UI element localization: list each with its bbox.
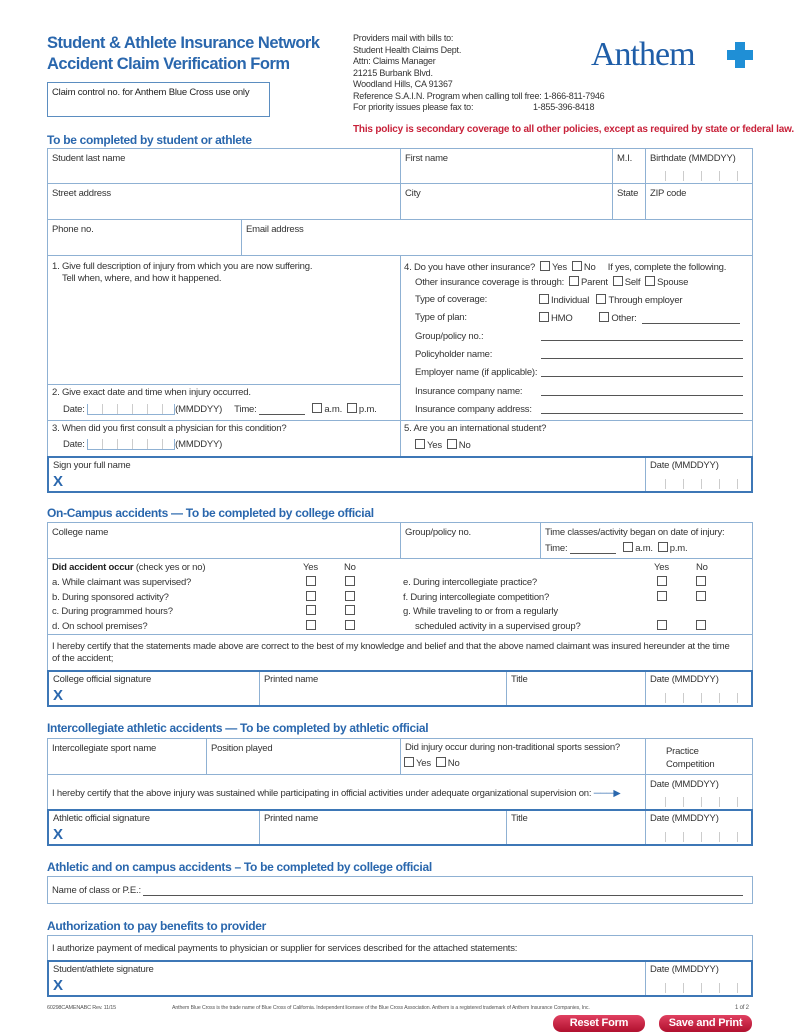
- field-label: Position played: [211, 743, 273, 754]
- spouse-label: Spouse: [657, 277, 689, 288]
- physician-date-input[interactable]: [87, 439, 175, 450]
- did-occur-bold: Did accident occur: [52, 562, 134, 573]
- student-signature-field[interactable]: [49, 458, 646, 491]
- e-yes-checkbox[interactable]: [657, 576, 667, 586]
- spouse-checkbox[interactable]: [645, 276, 655, 286]
- am-checkbox[interactable]: [312, 403, 322, 413]
- through-employer-checkbox[interactable]: [596, 294, 606, 304]
- section-heading-student: To be completed by student or athlete: [47, 133, 252, 147]
- d-yes-checkbox[interactable]: [306, 620, 316, 630]
- parent-label: Parent: [581, 277, 608, 288]
- section-heading-intercollegiate: Intercollegiate athletic accidents — To be completed by athletic official: [47, 721, 429, 735]
- group-policy-label: Group/policy no.:: [415, 331, 484, 342]
- zip-field[interactable]: [645, 183, 753, 220]
- q4-other-insurance: [400, 255, 753, 421]
- page-number: 1 of 2: [735, 1005, 749, 1011]
- right-questions: [403, 576, 581, 634]
- signature-x: X: [53, 473, 63, 490]
- injury-time-input[interactable]: [259, 405, 305, 415]
- certify-line: of the accident;: [52, 653, 114, 664]
- field-label: Printed name: [264, 813, 319, 824]
- time-began-input[interactable]: [570, 544, 616, 554]
- date-format: (MMDDYY): [175, 404, 223, 415]
- field-label: Group/policy no.: [405, 527, 471, 538]
- other-plan-checkbox[interactable]: [599, 312, 609, 322]
- practice-competition-field[interactable]: [645, 738, 753, 775]
- c-yes-checkbox[interactable]: [306, 605, 316, 615]
- self-label: Self: [624, 277, 641, 288]
- field-label: Student last name: [52, 153, 126, 164]
- left-yes-column: [306, 576, 318, 634]
- time-label: Time:: [545, 543, 568, 554]
- athletic-certification: [47, 774, 646, 810]
- no-header: No: [696, 562, 708, 573]
- q5-options: [415, 439, 471, 451]
- student-athlete-signature-field[interactable]: [49, 962, 646, 995]
- q2-label: 2. Give exact date and time when injury occurred.: [52, 387, 251, 398]
- yes-header: Yes: [303, 562, 318, 573]
- q3-physician-date: [47, 420, 401, 457]
- q3-label: 3. When did you first consult a physician for this condition?: [52, 423, 287, 434]
- employer-name-input[interactable]: [541, 367, 743, 377]
- employer-label: Through employer: [608, 295, 683, 306]
- field-label: State: [617, 188, 639, 199]
- college-official-signature-field[interactable]: [49, 672, 260, 705]
- policyholder-label: Policyholder name:: [415, 349, 493, 360]
- field-label: City: [405, 188, 421, 199]
- field-label: Date (MMDDYY): [650, 779, 719, 790]
- certify-line: I hereby certify that the statements made above are correct to the best of my knowledge and belief and that the above named claimant was insured hereunder at the time: [52, 641, 730, 652]
- ref-label: Reference S.A.I.N. Program when calling toll free:: [353, 90, 542, 101]
- a-no-checkbox[interactable]: [345, 576, 355, 586]
- am-checkbox[interactable]: [623, 542, 633, 552]
- birthdate-field[interactable]: [645, 148, 753, 184]
- employer-name-label: Employer name (if applicable):: [415, 367, 538, 378]
- athletic-cert-date-field[interactable]: [645, 774, 753, 810]
- college-certification: [47, 634, 753, 671]
- form-title: [47, 33, 320, 75]
- class-name-line: [52, 885, 743, 896]
- signature-x: X: [53, 687, 63, 704]
- arrow-right-icon: ───▶: [593, 788, 621, 799]
- no-header: No: [344, 562, 356, 573]
- field-label: Street address: [52, 188, 111, 199]
- college-printed-name-field[interactable]: [260, 672, 507, 705]
- pm-checkbox[interactable]: [347, 403, 357, 413]
- signature-x: X: [53, 977, 63, 994]
- coverage-options: [539, 294, 682, 306]
- time-began-field: [540, 522, 753, 559]
- parent-checkbox[interactable]: [569, 276, 579, 286]
- section-heading-authorization: Authorization to pay benefits to provider: [47, 919, 267, 933]
- field-label: Intercollegiate sport name: [52, 743, 157, 754]
- through-label: Other insurance coverage is through:: [415, 277, 565, 288]
- right-no-column: [696, 576, 708, 634]
- right-yes-column: [657, 576, 669, 634]
- authorization-text: I authorize payment of medical payments to physician or supplier for services described for the attached statements:: [52, 943, 518, 954]
- individual-checkbox[interactable]: [539, 294, 549, 304]
- field-label: Did injury occur during non-traditional sports session?: [405, 742, 621, 753]
- left-no-column: [345, 576, 357, 634]
- yes-label: Yes: [427, 440, 442, 451]
- field-label: Title: [511, 674, 528, 685]
- field-label: First name: [405, 153, 448, 164]
- yes-header: Yes: [654, 562, 669, 573]
- first-name-field[interactable]: [400, 148, 613, 184]
- question-g: g. While traveling to or from a regularly: [403, 606, 558, 617]
- left-questions: [52, 576, 191, 634]
- field-label: Date (MMDDYY): [650, 460, 719, 471]
- college-signature-row: [47, 670, 753, 707]
- date-label: Date:: [63, 404, 85, 415]
- authorization-statement: [47, 935, 753, 961]
- question-e: e. During intercollegiate practice?: [403, 577, 537, 588]
- c-no-checkbox[interactable]: [345, 605, 355, 615]
- field-label: Student/athlete signature: [53, 964, 154, 975]
- insurance-company-address-label: Insurance company address:: [415, 404, 532, 415]
- athletic-title-field[interactable]: [507, 811, 646, 844]
- b-yes-checkbox[interactable]: [306, 591, 316, 601]
- time-label: Time:: [234, 404, 257, 415]
- athletic-printed-name-field[interactable]: [260, 811, 507, 844]
- field-label: Date (MMDDYY): [650, 674, 719, 685]
- injury-date-input[interactable]: [87, 404, 175, 415]
- title-line-1: Student & Athlete Insurance Network: [47, 34, 320, 52]
- student-signature-date[interactable]: [646, 458, 751, 491]
- no-label: No: [447, 758, 460, 769]
- section-heading-on-campus: On-Campus accidents — To be completed by college official: [47, 506, 374, 520]
- save-and-print-button[interactable]: Save and Print: [659, 1015, 752, 1032]
- mi-field[interactable]: [612, 148, 646, 184]
- group-policy-input[interactable]: [541, 331, 743, 341]
- question-c: c. During programmed hours?: [52, 606, 173, 617]
- reset-form-button[interactable]: Reset Form: [553, 1015, 645, 1032]
- insurance-company-name-label: Insurance company name:: [415, 386, 523, 397]
- q1-line: 1. Give full description of injury from which you are now suffering.: [52, 261, 313, 272]
- field-label: Title: [511, 813, 528, 824]
- state-field[interactable]: [612, 183, 646, 220]
- claim-control-box[interactable]: [47, 82, 270, 117]
- college-name-field[interactable]: [47, 522, 401, 559]
- field-label: Athletic official signature: [53, 813, 150, 824]
- form-code: 60298CAMENABC Rev. 11/15: [47, 1005, 116, 1011]
- student-signature-row: [47, 456, 753, 493]
- nontrad-yes-checkbox[interactable]: [404, 757, 414, 767]
- signature-x: X: [53, 826, 63, 843]
- am-label: a.m.: [635, 543, 653, 554]
- position-played-field[interactable]: [206, 738, 401, 775]
- secondary-coverage-notice: This policy is secondary coverage to all other policies, except as required by state or federal law.: [353, 124, 794, 135]
- legal-text: Anthem Blue Cross is the trade name of Blue Cross of California. Independent licensee of the Blue Cross Association. Anthem is a registered trademark of Anthem Insurance Companies, Inc.: [172, 1005, 590, 1011]
- field-label: Birthdate (MMDDYY): [650, 153, 736, 164]
- field-label: M.I.: [617, 153, 633, 164]
- practice-label: Practice: [666, 746, 699, 757]
- q1-label: [52, 261, 312, 285]
- field-label: Phone no.: [52, 224, 94, 235]
- athletic-certify-text: I hereby certify that the above injury was sustained while participating in official activities under adequate organizational supervision on:: [52, 788, 592, 799]
- plan-type-label: Type of plan:: [415, 312, 467, 323]
- coverage-type-label: Type of coverage:: [415, 294, 488, 305]
- certify-text: [52, 641, 730, 665]
- yes-label: Yes: [552, 262, 567, 273]
- q4-yes-checkbox[interactable]: [540, 261, 550, 271]
- q4-instruction: If yes, complete the following.: [607, 262, 727, 273]
- authorization-signature-row: [47, 960, 753, 997]
- plan-options: [539, 312, 740, 324]
- policyholder-input[interactable]: [541, 349, 743, 359]
- student-last-name-field[interactable]: [47, 148, 401, 184]
- street-address-field[interactable]: [47, 183, 401, 220]
- mailing-info: [353, 33, 605, 114]
- mail-line: 21215 Burbank Blvd.: [353, 67, 433, 78]
- competition-label: Competition: [666, 759, 715, 770]
- g-no-checkbox[interactable]: [696, 620, 706, 630]
- field-label: Sign your full name: [53, 460, 131, 471]
- f-yes-checkbox[interactable]: [657, 591, 667, 601]
- ref-phone: 1-866-811-7946: [543, 90, 605, 101]
- question-b: b. During sponsored activity?: [52, 591, 169, 603]
- athletic-official-signature-field[interactable]: [49, 811, 260, 844]
- anthem-logo: Anthem: [591, 36, 695, 73]
- q2-inputs: [63, 403, 377, 415]
- individual-label: Individual: [551, 295, 590, 306]
- field-label: College official signature: [53, 674, 152, 685]
- phone-field[interactable]: [47, 219, 242, 256]
- hmo-label: HMO: [551, 313, 573, 324]
- section-heading-athletic-campus: Athletic and on campus accidents – To be completed by college official: [47, 860, 432, 874]
- mail-line: Providers mail with bills to:: [353, 33, 454, 43]
- q4-label: 4. Do you have other insurance?: [404, 262, 536, 273]
- blue-cross-icon: [727, 42, 753, 68]
- college-date-field[interactable]: [646, 672, 751, 705]
- pm-label: p.m.: [358, 404, 377, 415]
- pm-checkbox[interactable]: [658, 542, 668, 552]
- class-name-input[interactable]: [143, 886, 743, 896]
- mail-line: Student Health Claims Dept.: [353, 44, 462, 55]
- nontrad-no-checkbox[interactable]: [436, 757, 446, 767]
- field-label: College name: [52, 527, 109, 538]
- a-yes-checkbox[interactable]: [306, 576, 316, 586]
- question-d: d. On school premises?: [52, 620, 148, 632]
- athletic-certify-line: [52, 788, 620, 799]
- pm-label: p.m.: [669, 543, 688, 554]
- other-label: Other:: [611, 313, 637, 324]
- did-occur-label: [52, 562, 205, 573]
- q4-line: [404, 261, 726, 273]
- college-title-field[interactable]: [507, 672, 646, 705]
- college-group-policy-field[interactable]: [400, 522, 541, 559]
- f-no-checkbox[interactable]: [696, 591, 706, 601]
- class-name-label: Name of class or P.E.:: [52, 885, 141, 896]
- field-label: ZIP code: [650, 188, 687, 199]
- g-yes-checkbox[interactable]: [657, 620, 667, 630]
- date-format: (MMDDYY): [175, 439, 223, 450]
- did-occur-rest: (check yes or no): [133, 562, 206, 573]
- q5-international-student: [400, 420, 753, 457]
- field-label: Date (MMDDYY): [650, 964, 719, 975]
- claim-control-label: Claim control no. for Anthem Blue Cross use only: [52, 87, 250, 98]
- field-label: Email address: [246, 224, 304, 235]
- insurance-company-address-input[interactable]: [541, 404, 743, 414]
- email-field[interactable]: [241, 219, 753, 256]
- no-label: No: [583, 262, 596, 273]
- question-g-cont: scheduled activity in a supervised group?: [415, 620, 581, 632]
- insurance-company-name-input[interactable]: [541, 386, 743, 396]
- q4-no-checkbox[interactable]: [572, 261, 582, 271]
- question-f: f. During intercollegiate competition?: [403, 591, 550, 603]
- time-began-inputs: [545, 542, 687, 554]
- sport-name-field[interactable]: [47, 738, 207, 775]
- yes-label: Yes: [416, 758, 431, 769]
- q5-no-checkbox[interactable]: [447, 439, 457, 449]
- coverage-through-line: [415, 276, 688, 288]
- b-no-checkbox[interactable]: [345, 591, 355, 601]
- e-no-checkbox[interactable]: [696, 576, 706, 586]
- q5-yes-checkbox[interactable]: [415, 439, 425, 449]
- q3-inputs: [63, 439, 222, 450]
- field-label: Printed name: [264, 674, 319, 685]
- am-label: a.m.: [324, 404, 343, 415]
- title-line-2: Accident Claim Verification Form: [47, 55, 290, 73]
- class-name-row: [47, 876, 753, 904]
- self-checkbox[interactable]: [613, 276, 623, 286]
- mail-line: Woodland Hills, CA 91367: [353, 79, 453, 89]
- non-traditional-session-field: [400, 738, 646, 775]
- mail-line: Attn: Claims Manager: [353, 56, 436, 66]
- fax-phone: 1-855-396-8418: [533, 102, 595, 112]
- non-traditional-options: [404, 757, 460, 769]
- date-label: Date:: [63, 439, 85, 450]
- d-no-checkbox[interactable]: [345, 620, 355, 630]
- athletic-date-field[interactable]: [646, 811, 751, 844]
- injury-description-field[interactable]: [47, 255, 401, 385]
- accident-occur-checklist: [47, 558, 753, 635]
- field-label: Time classes/activity began on date of injury:: [545, 527, 725, 538]
- q5-label: 5. Are you an international student?: [404, 423, 547, 434]
- hmo-checkbox[interactable]: [539, 312, 549, 322]
- city-field[interactable]: [400, 183, 613, 220]
- q2-injury-date: [47, 384, 401, 421]
- q1-line: Tell when, where, and how it happened.: [62, 273, 222, 284]
- fax-label: For priority issues please fax to:: [353, 102, 474, 112]
- question-a: a. While claimant was supervised?: [52, 577, 192, 588]
- athletic-signature-row: [47, 809, 753, 846]
- authorization-date-field[interactable]: [646, 962, 751, 995]
- no-label: No: [458, 440, 471, 451]
- field-label: Date (MMDDYY): [650, 813, 719, 824]
- other-plan-input[interactable]: [642, 314, 740, 324]
